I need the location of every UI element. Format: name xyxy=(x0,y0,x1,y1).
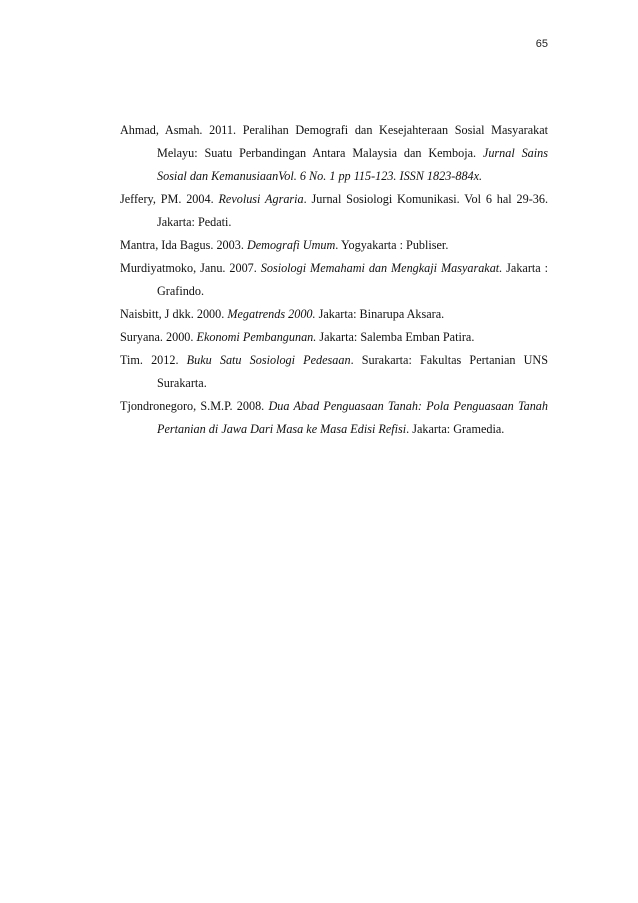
page-number: 65 xyxy=(535,38,548,50)
reference-entry xyxy=(120,119,548,188)
reference-title: Demografi Umum xyxy=(246,238,336,252)
reference-text: Ahmad, Asmah. 2011. Peralihan Demografi dan Kesejahteraan Sosial Masyarakat Melayu: Suatu Perbandingan Antara Malaysia dan Kemboja. xyxy=(120,123,548,160)
reference-title: Buku Satu Sosiologi Pedesaan xyxy=(186,353,351,367)
reference-publisher: Jakarta: Binarupa Aksara. xyxy=(315,307,445,321)
reference-entry xyxy=(120,188,548,234)
reference-entry xyxy=(120,349,548,395)
reference-publisher: . Jakarta: Gramedia. xyxy=(406,422,505,436)
reference-title: Sosiologi Memahami dan Mengkaji Masyarakat. xyxy=(260,261,503,275)
reference-list xyxy=(120,119,548,441)
reference-entry xyxy=(120,234,548,257)
reference-title: Revolusi Agraria xyxy=(218,192,304,206)
reference-entry xyxy=(120,326,548,349)
reference-title: Jurnal Sains Sosial dan KemanusiaanVol. 6 No. 1 pp 115-123. ISSN 1823-884x. xyxy=(157,146,548,183)
reference-text: Naisbitt, J dkk. 2000. xyxy=(120,307,228,321)
reference-text: Murdiyatmoko, Janu. 2007. xyxy=(120,261,261,275)
reference-entry xyxy=(120,395,548,441)
reference-title: Dua Abad Penguasaan Tanah: Pola Penguasaan Tanah Pertanian di Jawa Dari Masa ke Masa Edisi Refisi xyxy=(157,399,548,436)
reference-title: Ekonomi Pembangunan. xyxy=(196,330,317,344)
reference-text: Tjondronegoro, S.M.P. 2008. xyxy=(120,399,269,413)
reference-title: Megatrends 2000. xyxy=(227,307,316,321)
reference-text: Mantra, Ida Bagus. 2003. xyxy=(120,238,247,252)
reference-publisher: . Yogyakarta : Publiser. xyxy=(335,238,449,252)
reference-text: Suryana. 2000. xyxy=(120,330,197,344)
reference-entry xyxy=(120,257,548,303)
reference-text: Tim. 2012. xyxy=(120,353,187,367)
reference-publisher: Jakarta : Grafindo. xyxy=(157,261,548,298)
reference-text: Jeffery, PM. 2004. xyxy=(120,192,219,206)
reference-publisher: Jakarta: Salemba Emban Patira. xyxy=(316,330,475,344)
reference-publisher: . Jurnal Sosiologi Komunikasi. Vol 6 hal 29-36. Jakarta: Pedati. xyxy=(157,192,548,229)
reference-publisher: . Surakarta: Fakultas Pertanian UNS Surakarta. xyxy=(157,353,548,390)
reference-entry xyxy=(120,303,548,326)
